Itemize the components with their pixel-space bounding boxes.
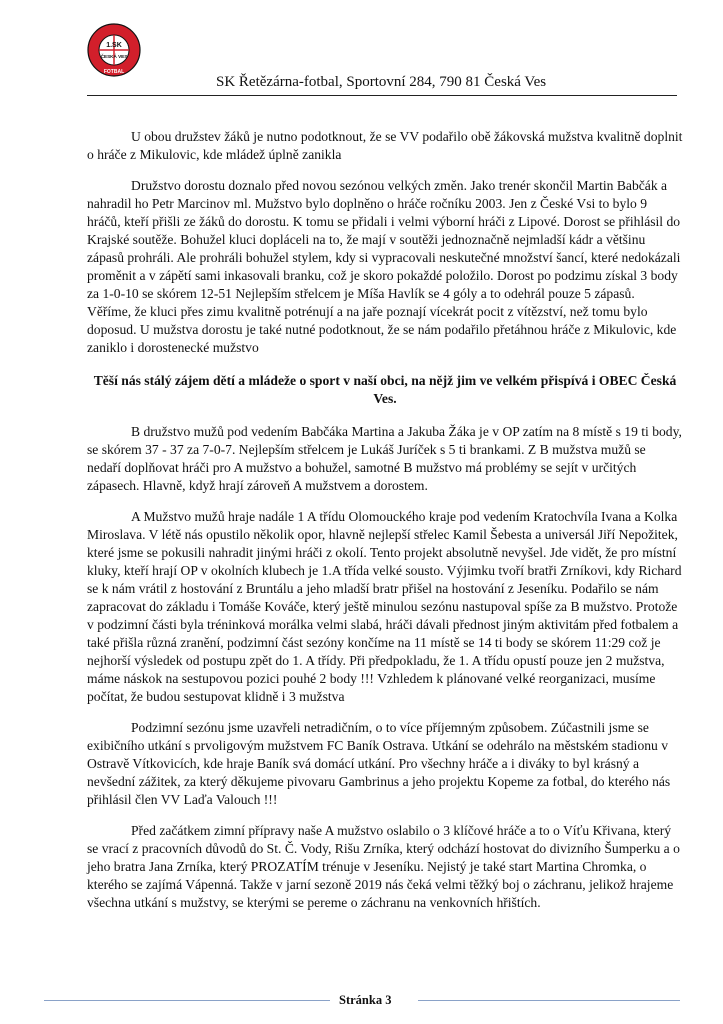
page-number: Stránka 3 (339, 993, 392, 1007)
section-heading: Těší nás stálý zájem dětí a mládeže o sport v naší obci, na nějž jim ve velkém přispívá i OBEC Česká Ves. (93, 373, 677, 406)
header-title: SK Řetězárna-fotbal, Sportovní 284, 790 81 Česká Ves (216, 74, 547, 90)
paragraph-a-team: A Mužstvo mužů hraje nadále 1 A třídu Olomouckého kraje pod vedením Kratochvíla Ivana a Kolka Miroslava. V létě nás opustilo několik opor, hlavně nejlepší střelec Kamil Šebesta a universál Jiří Nepožitek, které jsme se pokusili nahradit jinými hráči z okolí. Tento projekt absolutně nevyšel. Jde vidět, že pro místní kluky, kteří hrají OP v okolních klubech je 1.A třída velké sousto. Výjimku tvoří bratři Zrníkovi, kdy Richard se k nám vrátil z hostování z Bruntálu a jeho mladší bratr přišel na hostování z Jeseníku. Podařilo se nám zapracovat do základu i Tomáše Kováče, který ještě minulou sezónu nastupoval spíše za B mužstvo. Protože v podzimní části byla tréninková morálka velmi slabá, hráči dávali přednost jiným aktivitám před fotbalem a také přišla různá zranění, podzimní část sezóny končíme na 11 místě se 14 ti body se skórem 11:29 což je nejhorší výsledek od postupu zpět do 1. A třídy. Při předpokladu, že 1. A třídu opustí pouze jen 2 mužstva, máme náskok na sestupovou pozici pouhé 2 body !!! Vzhledem k plánované velké reorganizaci, musíme počítat, že budou sestupovat klidně i 3 mužstva (87, 509, 682, 704)
logo-mid-text: ČESKÁ VES (100, 54, 128, 59)
logo-top-text: 1.SK (106, 42, 122, 49)
paragraph-junior-outlook: Věříme, že kluci přes zimu kvalitně potrénují a na jaře poznají vícekrát pocit z vítězství, než tomu bylo doposud. U mužstva dorostu je také nutné podotknout, že se nám podařilo přetáhnou hráče z Mikulovic, kde zaniklo i dorostenecké mužstvo (87, 304, 677, 355)
header-divider (87, 95, 677, 96)
footer-divider-left (44, 1000, 330, 1001)
paragraph-winter-preparation: Před začátkem zimní přípravy naše A mužstvo oslabilo o 3 klíčové hráče a to o Víťu Křivana, který se vrací z pracovních důvodů do St. Č. Vody, Rišu Zrníka, který odchází hostovat do divizního Šumperku a o jeho bratra Jana Zrníka, který PROZATÍM trénuje v Jeseníku. Nejistý je také start Martina Chromka, o kterého se zajímá Vápenná. Takže v jarní sezoně 2019 nás čeká velmi těžký boj o záchranu, jelikož hrajeme všechna utkání s mužstvy, se kterými se pereme o záchranu na venkovních hřištích. (87, 823, 680, 910)
document-body (87, 128, 683, 912)
paragraph-exhibition-match: Podzimní sezónu jsme uzavřeli netradičním, o to více příjemným způsobem. Zúčastnili jsme se exibičního utkání s prvoligovým mužstvem FC Baník Ostrava. Utkání se odehrálo na městském stadionu v Ostravě Vítkovicích, kde hraje Baník svá domácí utkání. Pro všechny hráče a i diváky to byl krásný a nevšední zážitek, za který děkujeme pivovaru Gambrinus a jeho projektu Kopeme za fotbal, do kterého nás přihlásil člen VV Laďa Valouch !!! (87, 720, 671, 807)
paragraph-b-team: B družstvo mužů pod vedením Babčáka Martina a Jakuba Žáka je v OP zatím na 8 místě s 19 ti body, se skórem 37 - 37 za 7-0-7. Nejlepším střelcem je Lukáš Juríček s 5 ti brankami. Z B mužstva mužů se nedaří doplňovat hráči pro A mužstvo a bohužel, samotné B mužstvo má problémy se sejít v určitých zápasech. Hlavně, když hrají zároveň A mužstvem a dorostem. (87, 424, 682, 493)
footer-divider-right (418, 1000, 680, 1001)
paragraph-junior-team: Družstvo dorostu doznalo před novou sezónou velkých změn. Jako trenér skončil Martin Babčák a nahradil ho Petr Marcinov ml. Mužstvo bylo doplněno o hráče ročníku 2003. Jen z České Vsi to bylo 9 hráčů, kteří přišli ze žáků do dorostu. K tomu se přidali i velmi výborní hráči z Lipové. Dorost se přihlásil do Krajské soutěže. Bohužel kluci dopláceli na to, že mají v soutěži jednoznačně nejmladší kádr a většinu zápasů prohráli. Ale prohráli bohužel stylem, kdy si vypracovali neskutečné množství šancí, které nedokázali proměnit a v zápětí sami inkasovali branku, což je skoro pokaždé položilo. Dorost po podzimu získal 3 body za 1-0-10 se skórem 12-51 Nejlepším střelcem je Míša Havlík se 4 góly a to odehrál pouze 5 zápasů. (87, 178, 681, 301)
logo-bottom-text: FOTBAL (103, 69, 125, 75)
paragraph-youth-teams: U obou družstev žáků je nutno podotknout, že se VV podařilo obě žákovská mužstva kvalitně doplnit o hráče z Mikulovic, kde mládež úplně zanikla (87, 129, 683, 162)
club-logo (87, 23, 141, 77)
